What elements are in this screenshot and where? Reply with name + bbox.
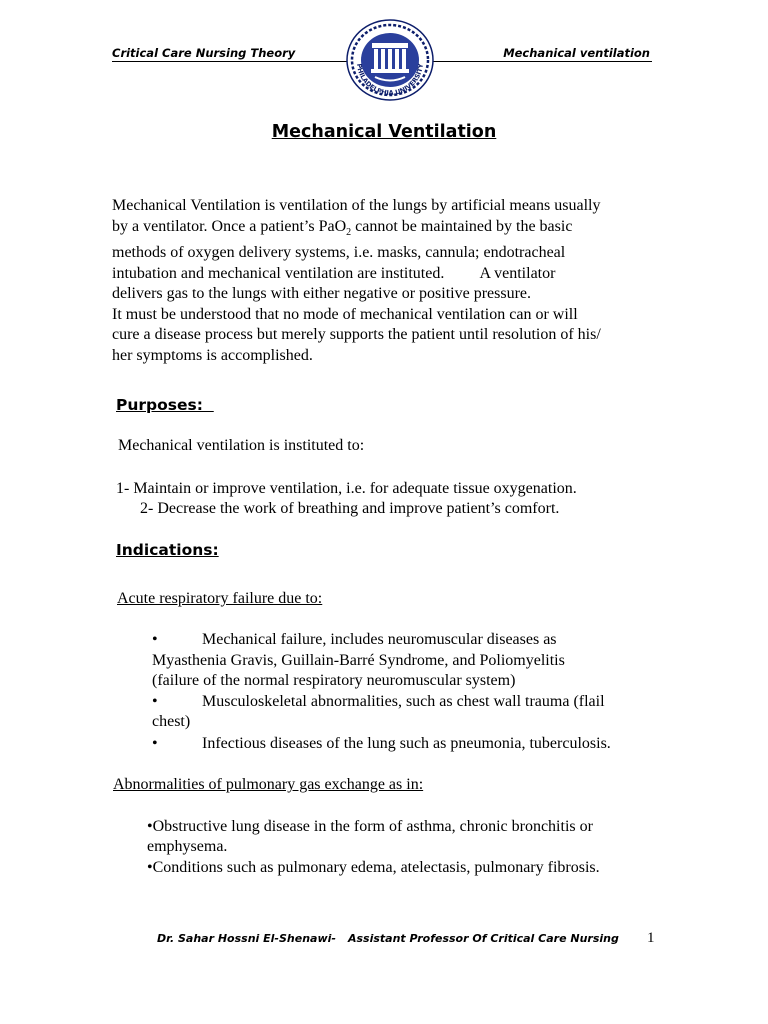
header-course-title: Critical Care Nursing Theory xyxy=(112,46,296,60)
acute-failure-subheading: Acute respiratory failure due to: xyxy=(117,590,323,607)
intro-line: delivers gas to the lungs with either negative or positive pressure. xyxy=(112,285,532,303)
list-item: • Musculoskeletal abnormalities, such as chest wall trauma (flail xyxy=(152,693,605,710)
footer-author: Dr. Sahar Hossni El-Shenawi- Assistant Professor Of Critical Care Nursing xyxy=(157,932,619,945)
page-title: Mechanical Ventilation xyxy=(271,122,497,142)
purposes-heading: Purposes: xyxy=(116,396,214,414)
intro-line: It must be understood that no mode of mechanical ventilation can or will xyxy=(112,305,578,323)
intro-line: by a ventilator. Once a patient’s PaO$_2$ cannot be maintained by the basic xyxy=(112,217,573,238)
list-item-continued: (failure of the normal respiratory neuromuscular system) xyxy=(152,672,516,689)
purposes-intro: Mechanical ventilation is instituted to: xyxy=(118,437,365,454)
purpose-item-2: 2- Decrease the work of breathing and improve patient’s comfort. xyxy=(140,500,560,517)
purpose-item-1: 1- Maintain or improve ventilation, i.e. for adequate tissue oxygenation. xyxy=(116,480,577,497)
list-item: • Infectious diseases of the lung such as pneumonia, tuberculosis. xyxy=(152,735,611,752)
university-logo xyxy=(345,18,435,102)
intro-line: cure a disease process but merely supports the patient until resolution of his/ xyxy=(112,326,601,344)
list-item-continued: chest) xyxy=(152,713,191,730)
list-item-continued: emphysema. xyxy=(147,838,228,855)
logo-arc-text: PHILADELPHIA UNIVERSITY xyxy=(354,63,426,98)
list-item: • Mechanical failure, includes neuromuscular diseases as xyxy=(152,631,557,648)
intro-line: her symptoms is accomplished. xyxy=(112,346,313,364)
intro-line: Mechanical Ventilation is ventilation of the lungs by artificial means usually xyxy=(112,197,601,214)
intro-line: methods of oxygen delivery systems, i.e. masks, cannula; endotracheal xyxy=(112,244,566,262)
footer-position: Assistant Professor Of Critical Care Nursing xyxy=(347,932,619,945)
intro-paragraph xyxy=(112,196,672,366)
header-topic-title: Mechanical ventilation xyxy=(503,46,650,60)
intro-line: intubation and mechanical ventilation are instituted. A ventilator xyxy=(112,264,556,282)
list-item: •Conditions such as pulmonary edema, atelectasis, pulmonary fibrosis. xyxy=(147,859,600,876)
list-item-continued: Myasthenia Gravis, Guillain-Barré Syndrome, and Poliomyelitis xyxy=(152,652,565,669)
gas-exchange-subheading: Abnormalities of pulmonary gas exchange as in: xyxy=(113,776,424,793)
list-item: •Obstructive lung disease in the form of asthma, chronic bronchitis or xyxy=(147,818,593,835)
page-number: 1 xyxy=(647,930,655,946)
indications-heading: Indications: xyxy=(116,541,219,559)
